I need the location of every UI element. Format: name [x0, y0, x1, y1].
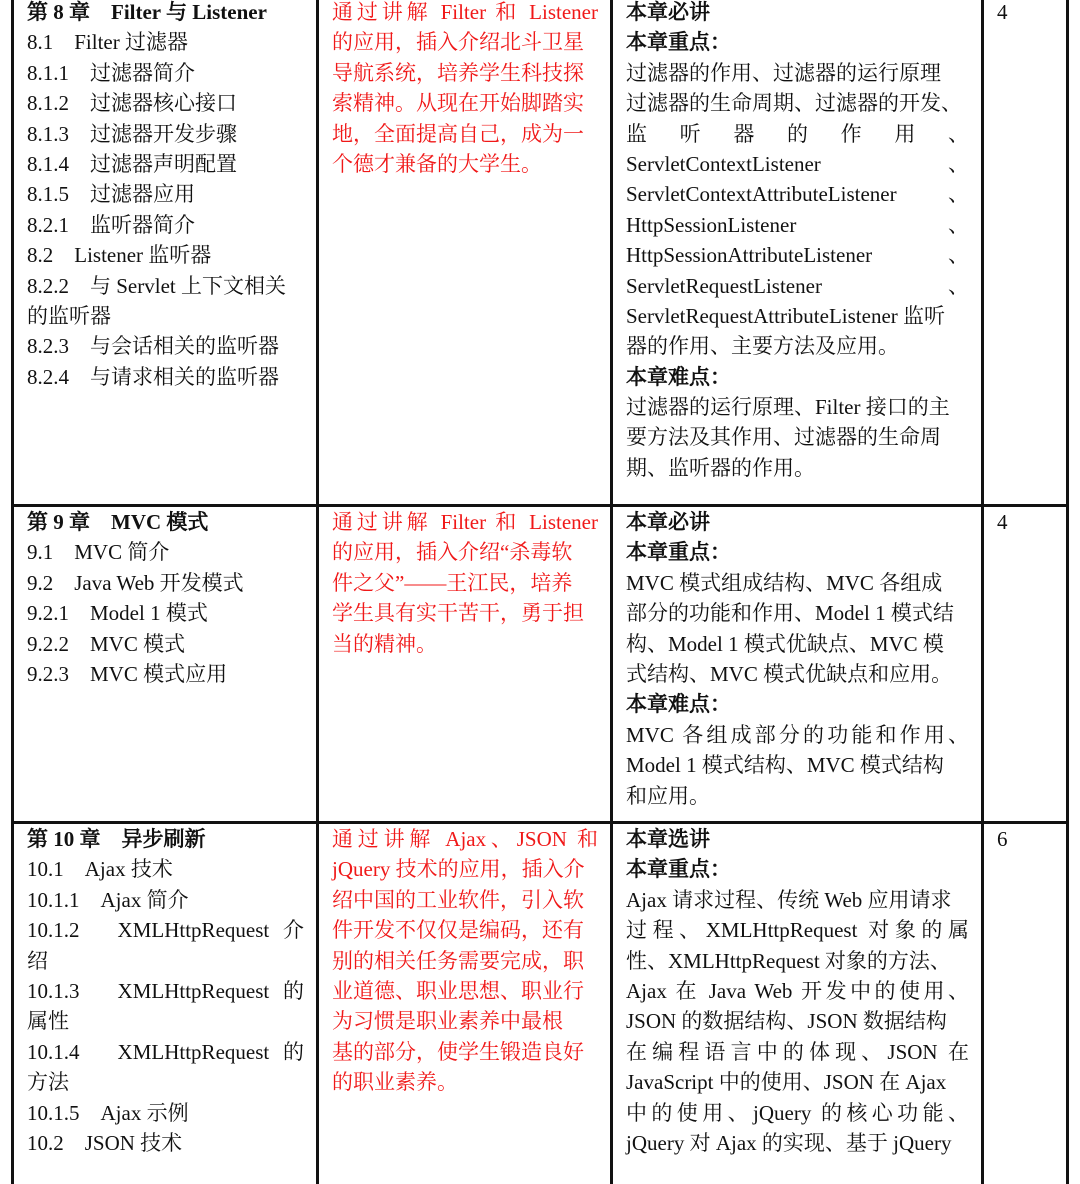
text-line: 8.1.2 过滤器核心接口 — [27, 91, 237, 116]
text-line: 的应用，插入介绍北斗卫星 — [332, 30, 584, 55]
text-line: MVC 模式组成结构、MVC 各组成 — [626, 570, 943, 595]
table-row — [11, 507, 1069, 824]
text-line: 为习惯是职业素养中最根 — [332, 1009, 563, 1034]
text-line: 8.1.5 过滤器应用 — [27, 182, 195, 207]
text-line: 8.2.3 与会话相关的监听器 — [27, 334, 279, 359]
section-heading: 本章重点： — [626, 30, 731, 55]
text-line: 方法 — [27, 1070, 69, 1095]
text-line: 别的相关任务需要完成，职 — [332, 948, 584, 973]
text-line: 过滤器的运行原理、Filter 接口的主 — [626, 395, 950, 420]
text-line: 绍 — [27, 948, 48, 973]
text-line: 绍中国的工业软件，引入软 — [332, 887, 584, 912]
text-line: 部分的功能和作用、Model 1 模式结 — [626, 601, 954, 626]
chapter-cell — [11, 0, 316, 504]
text-line: HttpSessionAttributeListener 、 — [626, 243, 969, 268]
text-line: 9.2.1 Model 1 模式 — [27, 601, 208, 626]
text-line: 索精神。从现在开始脚踏实 — [332, 91, 584, 116]
requirements-cell — [610, 0, 981, 504]
text-line: 监 听 器 的 作 用 、 — [626, 121, 969, 146]
text-line: 中的使用、jQuery 的核心功能、 — [626, 1100, 969, 1125]
text-line: 9.2.3 MVC 模式应用 — [27, 661, 228, 686]
text-line: 件开发不仅仅是编码，还有 — [332, 918, 584, 943]
text-line: 学生具有实干苦干，勇于担 — [332, 601, 584, 626]
section-heading: 本章难点： — [626, 364, 731, 389]
text-line: 的监听器 — [27, 303, 111, 328]
text-line: 8.1 Filter 过滤器 — [27, 30, 188, 55]
syllabus-table — [11, 0, 1069, 1184]
section-heading: 第 10 章 异步刷新 — [27, 827, 206, 851]
text-line: 业道德、职业思想、职业行 — [332, 978, 584, 1003]
text-line: HttpSessionListener 、 — [626, 212, 969, 237]
text-line: jQuery 技术的应用，插入介 — [332, 857, 585, 882]
hours-value: 6 — [997, 827, 1008, 851]
text-line: 件之父”——王江民，培养 — [332, 570, 573, 595]
text-line: JavaScript 中的使用、JSON 在 Ajax — [626, 1070, 947, 1095]
table-row — [11, 824, 1069, 1184]
chapter-cell — [11, 507, 316, 821]
text-line: 过滤器的作用、过滤器的运行原理 — [626, 60, 941, 85]
ideology-cell — [316, 507, 610, 821]
text-line: 式结构、MVC 模式优缺点和应用。 — [626, 661, 953, 686]
text-line: 的应用，插入介绍“杀毒软 — [332, 540, 573, 565]
text-line: ServletRequestListener 、 — [626, 273, 969, 298]
text-line: 和应用。 — [626, 783, 710, 808]
text-line: 性、XMLHttpRequest 对象的方法、 — [626, 948, 951, 973]
text-line: 10.1.2 XMLHttpRequest 介 — [27, 918, 304, 943]
requirements-cell — [610, 824, 981, 1184]
text-line: Ajax 请求过程、传统 Web 应用请求 — [626, 887, 952, 912]
section-heading: 本章必讲 — [626, 510, 710, 534]
table-row — [11, 0, 1069, 507]
section-heading: 本章必讲 — [626, 0, 710, 24]
text-line: 基的部分，使学生锻造良好 — [332, 1039, 584, 1064]
text-line: ServletRequestAttributeListener 监听 — [626, 303, 946, 328]
section-heading: 本章重点： — [626, 857, 731, 882]
text-line: 通过讲解 Ajax、JSON 和 — [332, 827, 598, 851]
section-heading: 第 9 章 MVC 模式 — [27, 510, 209, 534]
text-line: JSON 的数据结构、JSON 数据结构 — [626, 1009, 947, 1034]
ideology-cell — [316, 824, 610, 1184]
text-line: 9.2 Java Web 开发模式 — [27, 570, 244, 595]
text-line: 通过讲解 Filter 和 Listener — [332, 0, 598, 24]
text-line: 器的作用、主要方法及应用。 — [626, 334, 899, 359]
hours-value: 4 — [997, 510, 1008, 534]
text-line: 8.1.1 过滤器简介 — [27, 60, 195, 85]
text-line: 在编程语言中的体现、JSON 在 — [626, 1039, 969, 1064]
text-line: jQuery 对 Ajax 的实现、基于 jQuery — [626, 1130, 952, 1155]
text-line: 9.2.2 MVC 模式 — [27, 631, 186, 656]
text-line: 8.1.4 过滤器声明配置 — [27, 151, 237, 176]
text-line: 导航系统，培养学生科技探 — [332, 60, 584, 85]
section-heading: 本章重点： — [626, 540, 731, 565]
text-line: 8.1.3 过滤器开发步骤 — [27, 121, 237, 146]
text-line: 8.2.2 与 Servlet 上下文相关 — [27, 273, 286, 298]
text-line: 要方法及其作用、过滤器的生命周 — [626, 425, 941, 450]
text-line: 当的精神。 — [332, 631, 437, 656]
text-line: ServletContextListener 、 — [626, 151, 969, 176]
text-line: 10.1.4 XMLHttpRequest 的 — [27, 1039, 304, 1064]
text-line: MVC 各组成部分的功能和作用、 — [626, 722, 969, 747]
text-line: 10.1.1 Ajax 简介 — [27, 887, 189, 912]
hours-cell — [981, 824, 1069, 1184]
chapter-cell — [11, 824, 316, 1184]
text-line: 通过讲解 Filter 和 Listener — [332, 510, 598, 534]
text-line: 8.2 Listener 监听器 — [27, 243, 212, 268]
hours-cell — [981, 507, 1069, 821]
text-line: 过程、XMLHttpRequest 对象的属 — [626, 918, 969, 943]
section-heading: 本章选讲 — [626, 827, 710, 851]
requirements-cell — [610, 507, 981, 821]
ideology-cell — [316, 0, 610, 504]
text-line: Model 1 模式结构、MVC 模式结构 — [626, 753, 944, 778]
text-line: Ajax 在 Java Web 开发中的使用、 — [626, 978, 969, 1003]
hours-value: 4 — [997, 0, 1008, 24]
section-heading: 本章难点： — [626, 692, 731, 717]
text-line: 9.1 MVC 简介 — [27, 540, 170, 565]
text-line: 10.2 JSON 技术 — [27, 1130, 183, 1155]
text-line: 的职业素养。 — [332, 1070, 458, 1095]
text-line: 期、监听器的作用。 — [626, 455, 815, 480]
text-line: ServletContextAttributeListener 、 — [626, 182, 969, 207]
text-line: 个德才兼备的大学生。 — [332, 151, 542, 176]
text-line: 8.2.4 与请求相关的监听器 — [27, 364, 279, 389]
text-line: 属性 — [27, 1009, 69, 1034]
text-line: 过滤器的生命周期、过滤器的开发、 — [626, 91, 962, 116]
text-line: 地，全面提高自己，成为一 — [332, 121, 584, 146]
text-line: 10.1.5 Ajax 示例 — [27, 1100, 189, 1125]
section-heading: 第 8 章 Filter 与 Listener — [27, 0, 267, 24]
text-line: 10.1 Ajax 技术 — [27, 857, 173, 882]
hours-cell — [981, 0, 1069, 504]
text-line: 10.1.3 XMLHttpRequest 的 — [27, 978, 304, 1003]
text-line: 8.2.1 监听器简介 — [27, 212, 195, 237]
text-line: 构、Model 1 模式优缺点、MVC 模 — [626, 631, 944, 656]
